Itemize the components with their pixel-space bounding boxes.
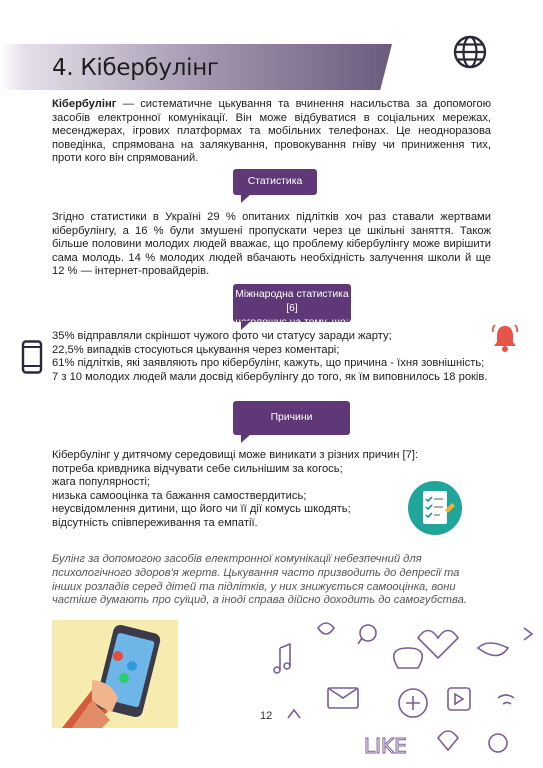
list-item: 35% відправляли скріншот чужого фото чи статусу заради жарту; <box>52 330 392 342</box>
intl-stats-list <box>52 330 487 384</box>
closing-paragraph: Булінг за допомогою засобів електронної комунікації небезпечний для психологічного здоров'я жертв. Цькування часто призводить до депресії та інших розладів серед дітей та підлітків, у них знижується самооцінка, вони частіше думають про суїцид, а іноді справа дійсно доходить до самогубства. <box>52 553 467 607</box>
page-title: 4. Кібербулінг <box>52 55 219 81</box>
intro-text: — систематичне цькування та вчинення насильства за допомогою засобів електронної комунікації. Він може відбуватися в соціальних мережах, месенджерах, ігрових платформах та мобільних телефонах. Це неодноразова поведінка, спрямована на залякування, провокування гніву чи приниження тих, проти кого він спрямований. <box>52 98 491 165</box>
intl-bubble-line2: наголошує на тому, що: <box>235 317 349 328</box>
bell-icon <box>490 322 520 354</box>
list-item: 22,5% випадків стосуються цькування через коментарі; <box>52 343 340 356</box>
svg-text:LIKE: LIKE <box>364 734 407 758</box>
phone-icon <box>21 340 43 374</box>
list-item: 7 з 10 молодих людей мали досвід кібербулінгу до того, як їм виповнилось 18 років. <box>52 370 488 383</box>
phone-hand-illustration <box>52 620 178 728</box>
stats-paragraph: Згідно статистики в Україні 29 % опитаних підлітків хоч раз ставали жертвами кібербулінгу, а 16 % були змушені пропускати через це шкільні заняття. Також більше половини молодих людей вважає, що проблему кібербулінгу може вирішити сама молодь. 14 % молодих людей вбачають необхідність залучення школи й ще 12 % — інтернет-провайдерів. <box>52 211 491 278</box>
checklist-icon <box>407 480 463 536</box>
list-item: Кібербулінг у дитячому середовищі може виникати з різних причин [7]: <box>52 449 419 461</box>
stats-bubble: Статистика <box>233 169 317 195</box>
list-item: відсутність співпереживання та емпатії. <box>52 516 258 529</box>
causes-bubble: Причини <box>233 401 350 435</box>
list-item: 61% підлітків, які заявляють про кібербулінг, кажуть, що причина - їхня зовнішність; <box>52 357 485 370</box>
globe-icon <box>453 35 487 69</box>
causes-list <box>52 449 418 531</box>
page-number: 12 <box>260 710 273 722</box>
list-item: низька самооцінка та бажання самоствердитись; <box>52 489 307 502</box>
list-item: жага популярності; <box>52 476 151 489</box>
list-item: потреба кривдника відчувати себе сильнішим за когось; <box>52 462 343 475</box>
intro-term: Кібербулінг <box>52 98 117 110</box>
list-item: неусвідомлення дитини, що його чи її дії комусь шкодять; <box>52 503 351 516</box>
doodle-decoration <box>268 608 543 768</box>
intl-stats-bubble <box>233 284 351 328</box>
intro-paragraph <box>52 98 491 166</box>
intl-bubble-line1: Міжнародна статистика [6] <box>235 289 349 314</box>
